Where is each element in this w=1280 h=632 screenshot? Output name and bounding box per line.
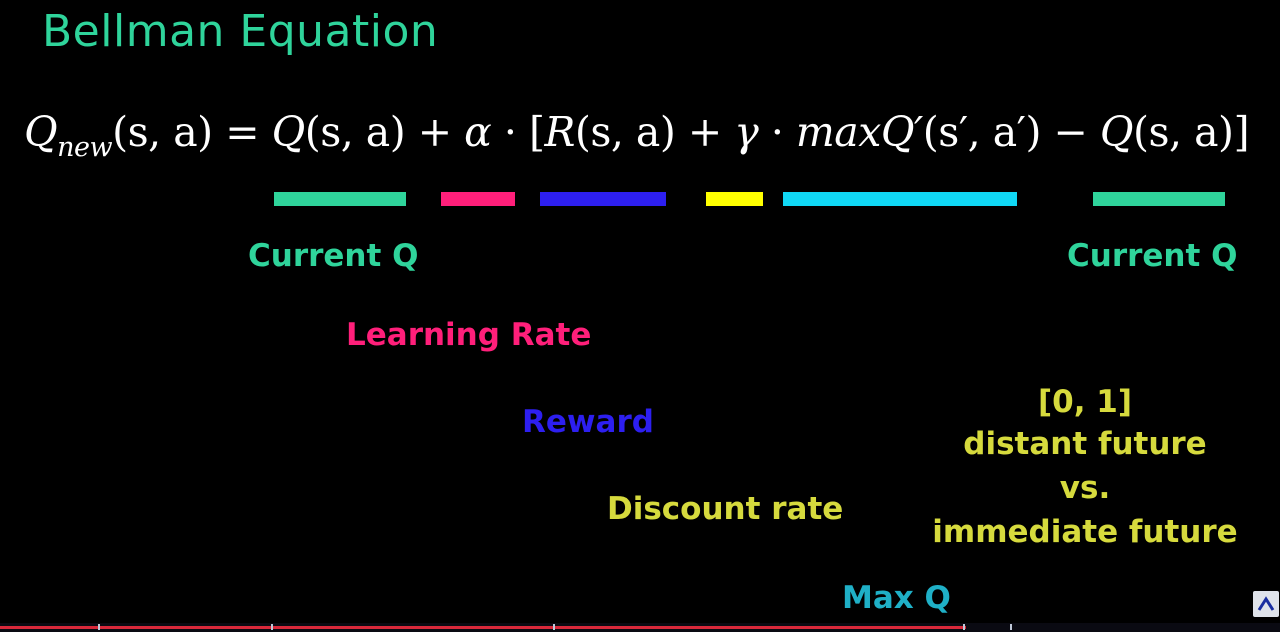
reward-bar <box>540 192 666 206</box>
progress-chapter-tick <box>271 624 273 630</box>
equals-sign: = <box>212 108 272 156</box>
plus-sign-2: + <box>675 108 735 156</box>
current-q-label-left: Current Q <box>248 238 419 274</box>
player-progress-fill <box>0 626 966 629</box>
max-q-args: (s′, a′) <box>922 108 1041 156</box>
current-q-args: (s, a) <box>304 108 406 156</box>
reward-label: Reward <box>522 404 654 440</box>
max-q-label: Max Q <box>842 580 951 616</box>
current-q-term-2: Q <box>1099 108 1134 156</box>
current-q-bar-left <box>274 192 406 206</box>
current-q-bar-right <box>1093 192 1225 206</box>
discount-note-line-2: vs. <box>1059 470 1111 506</box>
discount-bar <box>706 192 763 206</box>
gamma-symbol: γ <box>734 108 759 156</box>
reward-term: R <box>544 108 575 156</box>
progress-chapter-tick <box>1010 624 1012 630</box>
dot-bracket: · [ <box>491 108 545 156</box>
max-q-term: maxQ′ <box>795 108 923 156</box>
discount-note-line-1: distant future <box>963 426 1207 462</box>
minus-sign: − <box>1040 108 1100 156</box>
alpha-symbol: α <box>464 108 492 156</box>
q-new-subscript: new <box>57 132 113 163</box>
progress-chapter-tick <box>553 624 555 630</box>
reward-args: (s, a) <box>574 108 676 156</box>
max-q-bar <box>783 192 1017 206</box>
current-q-args-2: (s, a) <box>1133 108 1234 156</box>
progress-chapter-tick <box>963 624 965 630</box>
discount-note-line-3: immediate future <box>932 514 1238 550</box>
current-q-term: Q <box>271 108 305 156</box>
q-new-symbol: Q <box>24 108 58 156</box>
learning-rate-label: Learning Rate <box>346 317 592 353</box>
current-q-label-right: Current Q <box>1067 238 1238 274</box>
player-control-button[interactable] <box>1253 591 1279 617</box>
discount-range: [0, 1] <box>1037 384 1133 420</box>
slide-title: Bellman Equation <box>42 6 439 57</box>
close-bracket: ] <box>1233 108 1250 156</box>
caret-up-icon <box>1257 596 1275 612</box>
plus-sign: + <box>405 108 465 156</box>
learning-rate-bar <box>441 192 515 206</box>
bellman-equation <box>24 108 1264 163</box>
discount-rate-label: Discount rate <box>607 491 844 527</box>
q-new-args: (s, a) <box>112 108 213 156</box>
progress-chapter-tick <box>98 624 100 630</box>
dot-operator: · <box>758 108 796 156</box>
